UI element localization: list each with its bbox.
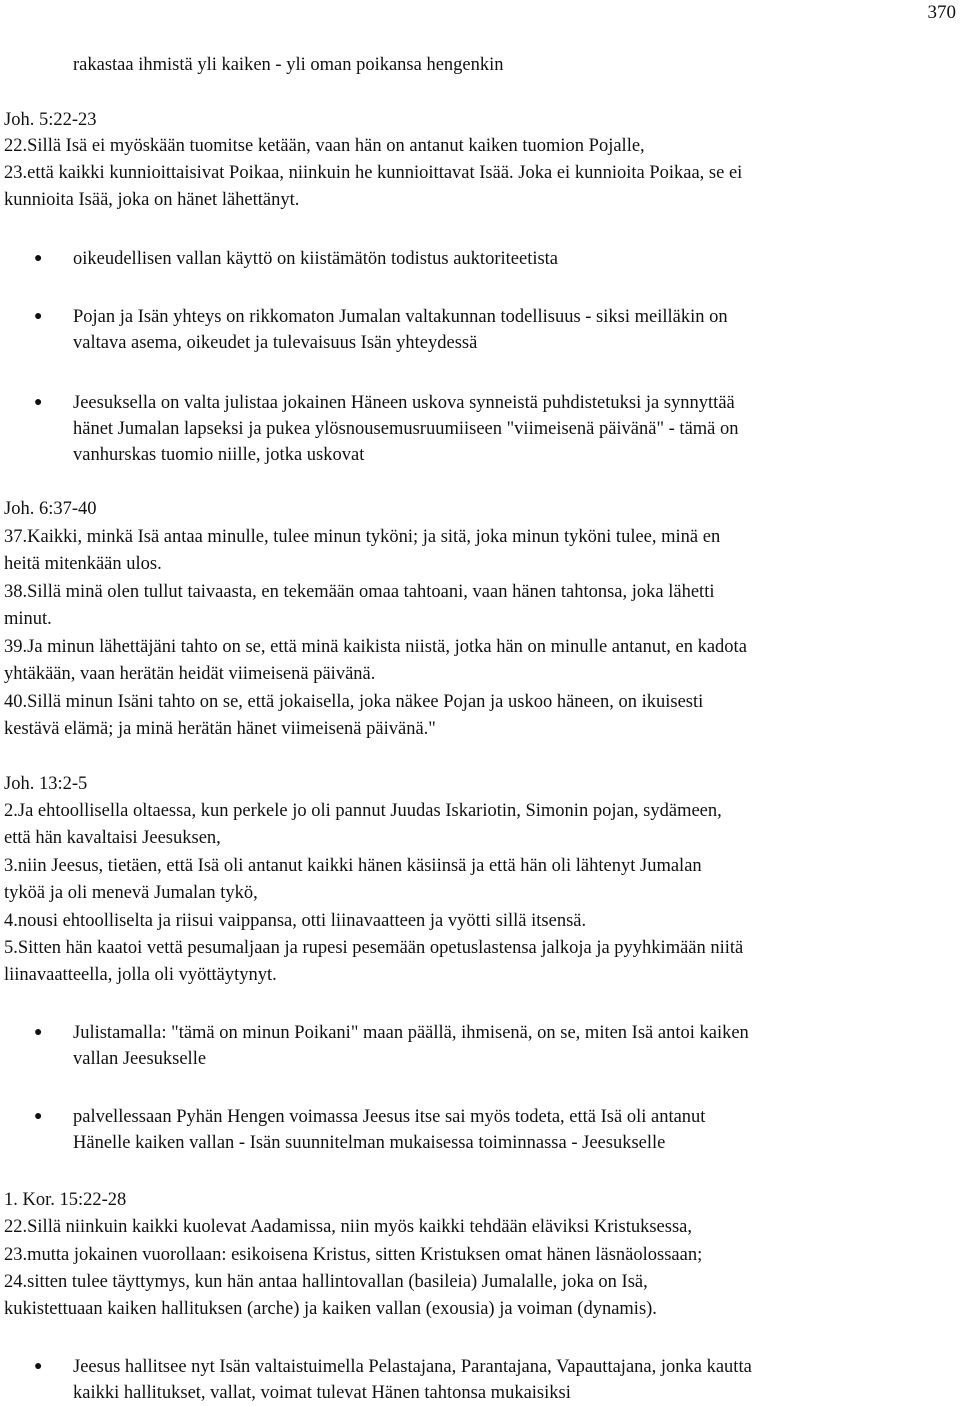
bullet-text-line: Julistamalla: "tämä on minun Poikani" maan päällä, ihmisenä, on se, miten Isä antoi kaiken xyxy=(73,1023,749,1043)
verse-line: minut. xyxy=(4,609,52,629)
verse-line: 22.Sillä niinkuin kaikki kuolevat Aadamissa, niin myös kaikki tehdään eläviksi Kristuksessa, xyxy=(4,1217,693,1237)
bullet-text-line: palvellessaan Pyhän Hengen voimassa Jeesus itse sai myös todeta, että Isä oli antanut xyxy=(73,1107,706,1127)
verse-line: 23.mutta jokainen vuorollaan: esikoisena Kristus, sitten Kristuksen omat hänen läsnäolossaan; xyxy=(4,1245,703,1265)
bullet-icon: ● xyxy=(34,1359,43,1374)
bullet-text-line: hänet Jumalan lapseksi ja pukea ylösnousemusruumiiseen "viimeisenä päivänä" - tämä on xyxy=(73,419,739,439)
verse-line: kestävä elämä; ja minä herätän hänet viimeisenä päivänä." xyxy=(4,719,436,739)
verse-line: heitä mitenkään ulos. xyxy=(4,554,162,574)
page-number: 370 xyxy=(927,2,956,23)
bullet-text-line: valtava asema, oikeudet ja tulevaisuus Isän yhteydessä xyxy=(73,333,478,353)
bullet-text-line: kaikki hallitukset, vallat, voimat tulevat Hänen tahtonsa mukaisiksi xyxy=(73,1383,571,1403)
scripture-reference: 1. Kor. 15:22-28 xyxy=(4,1190,127,1210)
bullet-text-line: Jeesus hallitsee nyt Isän valtaistuimella Pelastajana, Parantajana, Vapauttajana, jonka kautta xyxy=(73,1357,752,1377)
bullet-text-line: vanhurskas tuomio niille, jotka uskovat xyxy=(73,445,365,465)
intro-line: rakastaa ihmistä yli kaiken - yli oman poikansa hengenkin xyxy=(73,55,504,75)
verse-line: tyköä ja oli menevä Jumalan tykö, xyxy=(4,883,258,903)
verse-line: kunnioita Isää, joka on hänet lähettänyt. xyxy=(4,190,300,210)
verse-line: 2.Ja ehtoollisella oltaessa, kun perkele jo oli pannut Juudas Iskariotin, Simonin pojan, sydämeen, xyxy=(4,801,722,821)
bullet-icon: ● xyxy=(34,1109,43,1124)
bullet-text-line: Jeesuksella on valta julistaa jokainen Häneen uskova synneistä puhdistetuksi ja synnyttää xyxy=(73,393,735,413)
verse-line: 39.Ja minun lähettäjäni tahto on se, että minä kaikista niistä, jotka hän on minulle antanut, en kadota xyxy=(4,637,747,657)
verse-line: 3.niin Jeesus, tietäen, että Isä oli antanut kaikki hänen käsiinsä ja että hän oli lähtenyt Jumalan xyxy=(4,856,702,876)
verse-line: 24.sitten tulee täyttymys, kun hän antaa hallintovallan (basileia) Jumalalle, joka on Isä, xyxy=(4,1272,648,1292)
verse-line: 4.nousi ehtoolliselta ja riisui vaippansa, otti liinavaatteen ja vyötti sillä itsensä. xyxy=(4,911,587,931)
verse-line: 37.Kaikki, minkä Isä antaa minulle, tulee minun tyköni; ja sitä, joka minun tyköni tulee, minä en xyxy=(4,527,721,547)
bullet-text-line: Pojan ja Isän yhteys on rikkomaton Jumalan valtakunnan todellisuus - siksi meilläkin on xyxy=(73,307,728,327)
bullet-text-line: oikeudellisen vallan käyttö on kiistämätön todistus auktoriteetista xyxy=(73,249,559,269)
verse-line: yhtäkään, vaan herätän heidät viimeisenä päivänä. xyxy=(4,664,376,684)
verse-line: että hän kavaltaisi Jeesuksen, xyxy=(4,828,221,848)
verse-line: 22.Sillä Isä ei myöskään tuomitse ketään, vaan hän on antanut kaiken tuomion Pojalle, xyxy=(4,136,645,156)
verse-line: 23.että kaikki kunnioittaisivat Poikaa, niinkuin he kunnioittavat Isää. Joka ei kunnioita Poikaa, se ei xyxy=(4,163,743,183)
scripture-reference: Joh. 13:2-5 xyxy=(4,774,88,794)
verse-line: 40.Sillä minun Isäni tahto on se, että jokaisella, joka näkee Pojan ja uskoo häneen, on ikuisesti xyxy=(4,692,704,712)
bullet-text-line: Hänelle kaiken vallan - Isän suunnitelman mukaisessa toiminnassa - Jeesukselle xyxy=(73,1133,666,1153)
bullet-icon: ● xyxy=(34,309,43,324)
bullet-text-line: vallan Jeesukselle xyxy=(73,1049,207,1069)
verse-line: liinavaatteella, jolla oli vyöttäytynyt. xyxy=(4,965,277,985)
verse-line: 38.Sillä minä olen tullut taivaasta, en tekemään omaa tahtoani, vaan hänen tahtonsa, joka lähetti xyxy=(4,582,715,602)
scripture-reference: Joh. 5:22-23 xyxy=(4,110,97,130)
scripture-reference: Joh. 6:37-40 xyxy=(4,499,97,519)
bullet-icon: ● xyxy=(34,1025,43,1040)
verse-line: 5.Sitten hän kaatoi vettä pesumaljaan ja rupesi pesemään opetuslastensa jalkoja ja pyyhkimään niitä xyxy=(4,938,744,958)
bullet-icon: ● xyxy=(34,251,43,266)
verse-line: kukistettuaan kaiken hallituksen (arche) ja kaiken vallan (exousia) ja voiman (dynamis). xyxy=(4,1299,657,1319)
bullet-icon: ● xyxy=(34,395,43,410)
